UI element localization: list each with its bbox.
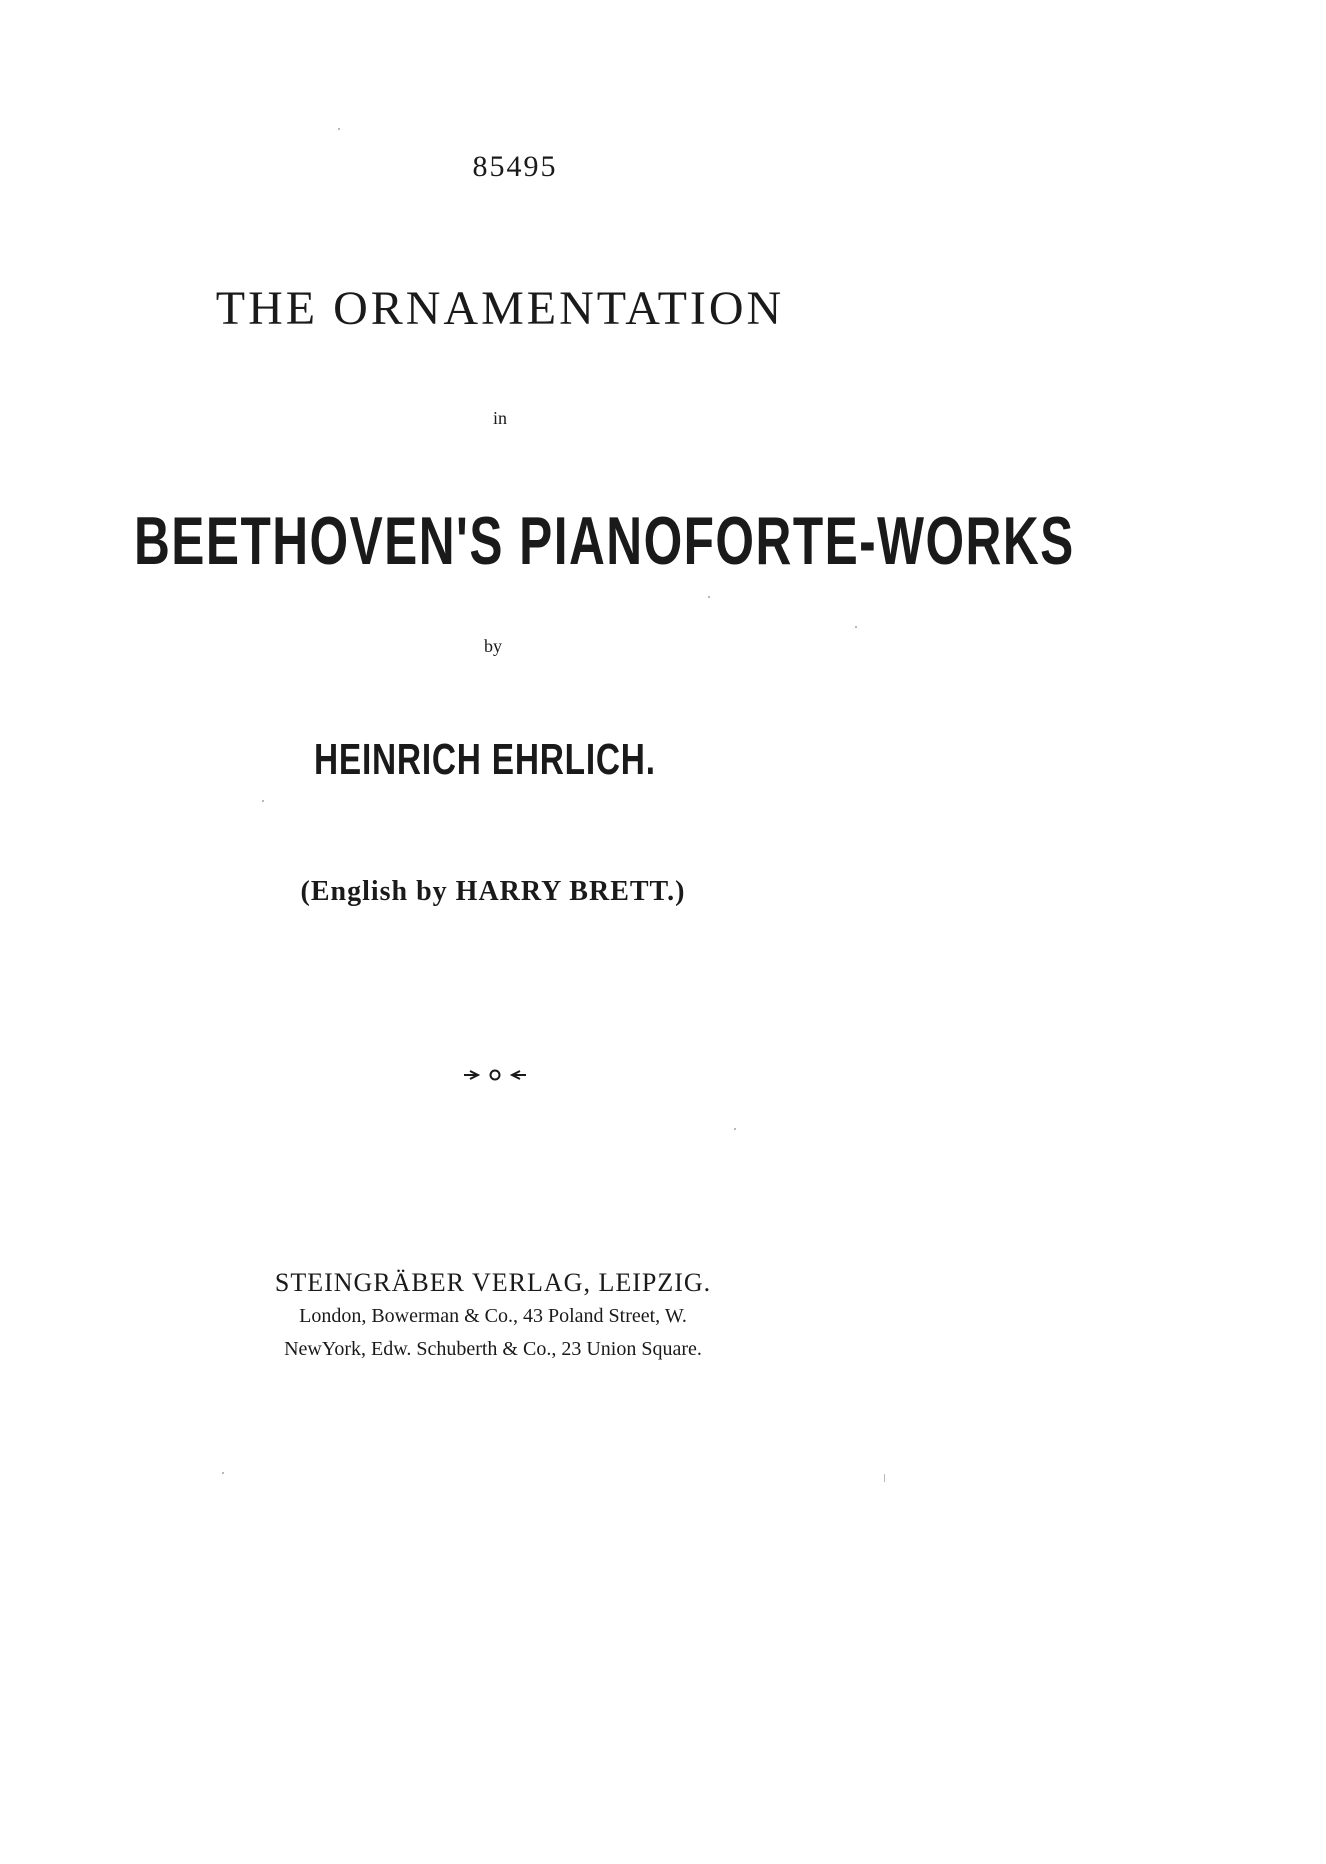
- title-line-1: THE ORNAMENTATION: [215, 282, 785, 335]
- paper-speck: [734, 1128, 736, 1130]
- connector-by: by: [484, 636, 502, 656]
- paper-speck: [855, 626, 857, 628]
- ornamental-divider-icon: [460, 1066, 530, 1084]
- publisher-london-address: London, Bowerman & Co., 43 Poland Street, W.: [299, 1305, 687, 1327]
- author-name: HEINRICH EHRLICH.: [314, 735, 656, 784]
- translator-line: (English by HARRY BRETT.): [300, 876, 686, 907]
- catalog-number: 85495: [472, 150, 558, 183]
- paper-speck: [262, 800, 264, 802]
- title-line-2: BEETHOVEN'S PIANOFORTE-WORKS: [134, 503, 1075, 579]
- connector-in: in: [492, 408, 507, 428]
- publisher-newyork-address: NewYork, Edw. Schuberth & Co., 23 Union Square.: [284, 1338, 702, 1360]
- paper-speck: [222, 1472, 224, 1474]
- paper-speck: [884, 1474, 885, 1482]
- publisher-name: STEINGRÄBER VERLAG, LEIPZIG.: [274, 1268, 712, 1297]
- paper-speck: [338, 128, 340, 130]
- paper-speck: [708, 596, 710, 598]
